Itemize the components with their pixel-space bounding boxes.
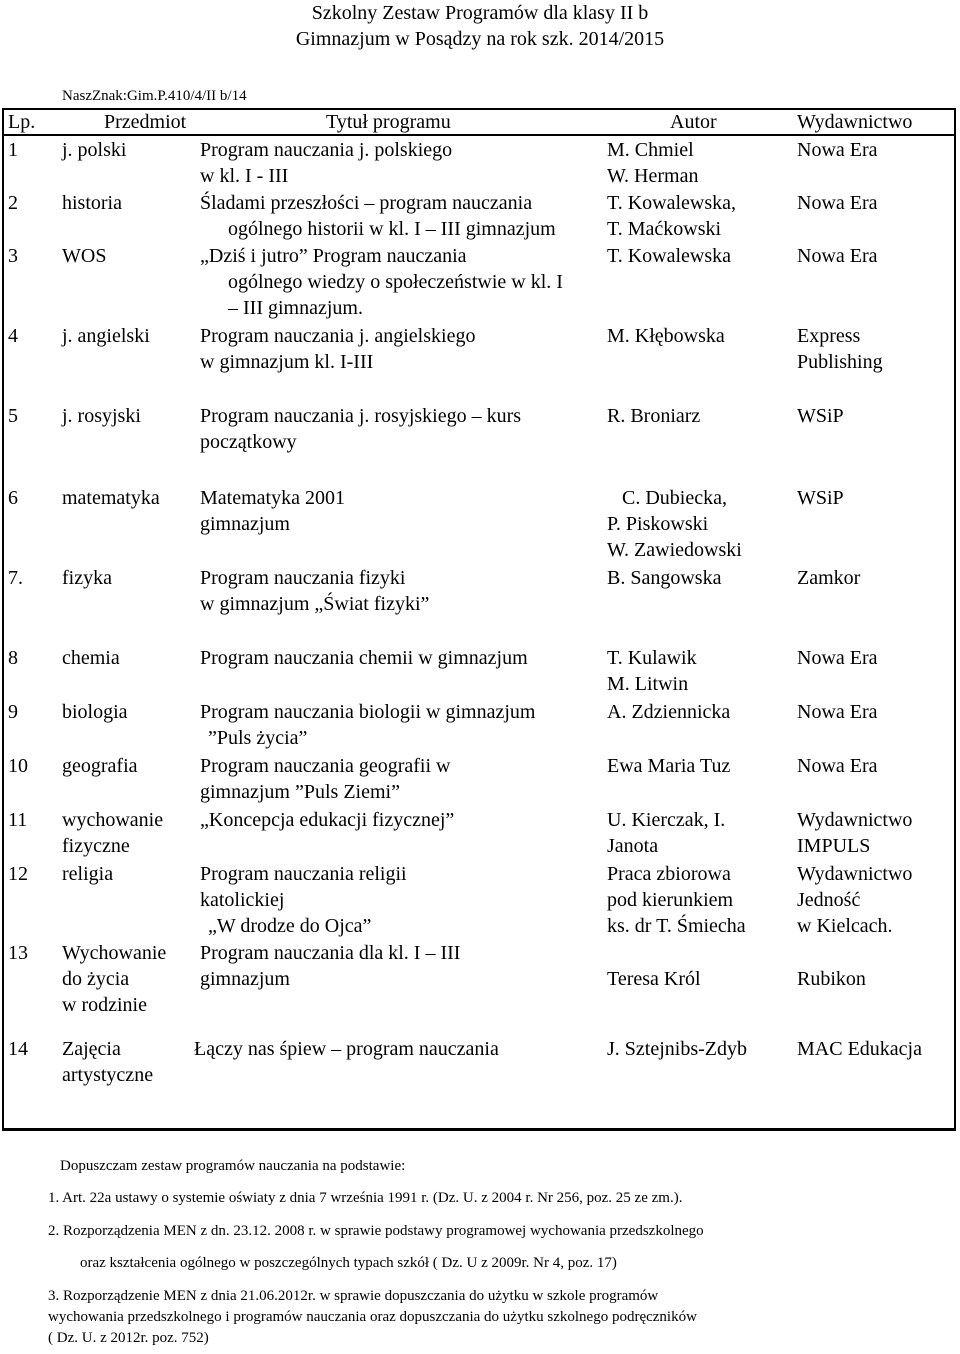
row-14-title-line-1: Łączy nas śpiew – program nauczania	[194, 1038, 499, 1060]
row-6-title-line-2: gimnazjum	[200, 513, 290, 535]
row-4-lp: 4	[8, 325, 18, 347]
row-6-subject-line-1: matematyka	[62, 487, 160, 509]
row-11-publisher-line-2: IMPULS	[797, 835, 871, 857]
row-1-author-line-2: W. Herman	[607, 165, 699, 187]
row-4-publisher-line-1: Express	[797, 325, 861, 347]
row-1-author-line-1: M. Chmiel	[607, 139, 694, 161]
row-12-title-line-2: katolickiej	[200, 889, 285, 911]
legal-basis-item-3-line-2: wychowania przedszkolnego i programów nauczania oraz dopuszczania do użytku szkolnego podręczników	[48, 1309, 697, 1325]
row-12-publisher-line-1: Wydawnictwo	[797, 863, 913, 885]
row-10-publisher-line-1: Nowa Era	[797, 755, 878, 777]
row-13-title-line-1: Program nauczania dla kl. I – III	[200, 942, 461, 964]
row-12-title-line-1: Program nauczania religii	[200, 863, 407, 885]
legal-basis-intro: Dopuszczam zestaw programów nauczania na podstawie:	[60, 1158, 406, 1174]
row-2-publisher-line-1: Nowa Era	[797, 192, 878, 214]
row-6-author-line-2: P. Piskowski	[607, 513, 709, 535]
row-13-author-line-1: Teresa Król	[607, 968, 701, 990]
row-6-title-line-1: Matematyka 2001	[200, 487, 345, 509]
legal-basis-item-3-line-1: 3. Rozporządzenie MEN z dnia 21.06.2012r. w sprawie dopuszczania do użytku w szkole programów	[48, 1288, 659, 1304]
row-3-title-line-3: – III gimnazjum.	[228, 297, 363, 319]
legal-basis-item-2-line-1: 2. Rozporządzenia MEN z dn. 23.12. 2008 r. w sprawie podstawy programowej wychowania przedszkolnego	[48, 1223, 704, 1239]
reference-number: NaszZnak:Gim.P.410/4/II b/14	[62, 88, 247, 104]
row-10-title-line-1: Program nauczania geografii w	[200, 755, 451, 777]
row-4-subject-line-1: j. angielski	[62, 325, 150, 347]
row-12-author-line-3: ks. dr T. Śmiecha	[607, 915, 746, 937]
row-1-publisher-line-1: Nowa Era	[797, 139, 878, 161]
row-7-author-line-1: B. Sangowska	[607, 567, 722, 589]
row-6-lp: 6	[8, 487, 18, 509]
row-7-subject-line-1: fizyka	[62, 567, 112, 589]
row-14-lp: 14	[8, 1038, 28, 1060]
row-7-title-line-1: Program nauczania fizyki	[200, 567, 406, 589]
row-1-title-line-2: w kl. I - III	[200, 165, 289, 187]
row-11-author-line-1: U. Kierczak, I.	[607, 809, 726, 831]
row-8-publisher-line-1: Nowa Era	[797, 647, 878, 669]
row-12-author-line-2: pod kierunkiem	[607, 889, 734, 911]
row-7-lp: 7.	[8, 567, 23, 589]
row-9-title-line-2: ”Puls życia”	[208, 727, 308, 749]
row-12-lp: 12	[8, 863, 28, 885]
row-8-subject-line-1: chemia	[62, 647, 120, 669]
row-8-lp: 8	[8, 647, 18, 669]
row-4-title-line-1: Program nauczania j. angielskiego	[200, 325, 476, 347]
row-12-subject-line-1: religia	[62, 863, 114, 885]
row-2-title-line-1: Śladami przeszłości – program nauczania	[200, 192, 533, 214]
legal-basis-item-1: 1. Art. 22a ustawy o systemie oświaty z dnia 7 września 1991 r. (Dz. U. z 2004 r. Nr 256, poz. 25 ze zm.).	[48, 1190, 683, 1206]
column-header-author: Autor	[670, 111, 717, 133]
row-9-author-line-1: A. Zdziennicka	[607, 701, 731, 723]
row-8-author-line-1: T. Kulawik	[607, 647, 697, 669]
column-header-subject: Przedmiot	[104, 111, 187, 133]
row-11-publisher-line-1: Wydawnictwo	[797, 809, 913, 831]
row-12-title-line-3: „W drodze do Ojca”	[208, 915, 372, 937]
row-9-subject-line-1: biologia	[62, 701, 128, 723]
row-10-subject-line-1: geografia	[62, 755, 138, 777]
row-3-lp: 3	[8, 245, 18, 267]
row-5-subject-line-1: j. rosyjski	[62, 405, 141, 427]
row-13-subject-line-1: Wychowanie	[62, 942, 167, 964]
row-14-author-line-1: J. Sztejnibs-Zdyb	[607, 1038, 747, 1060]
row-5-lp: 5	[8, 405, 18, 427]
row-1-title-line-1: Program nauczania j. polskiego	[200, 139, 453, 161]
row-5-title-line-2: początkowy	[200, 431, 297, 453]
row-4-publisher-line-2: Publishing	[797, 351, 883, 373]
row-9-lp: 9	[8, 701, 18, 723]
row-11-author-line-2: Janota	[607, 835, 659, 857]
row-11-lp: 11	[8, 809, 28, 831]
row-13-subject-line-3: w rodzinie	[62, 994, 147, 1016]
row-4-author-line-1: M. Kłębowska	[607, 325, 725, 347]
row-10-author-line-1: Ewa Maria Tuz	[607, 755, 731, 777]
row-9-publisher-line-1: Nowa Era	[797, 701, 878, 723]
column-header-publisher: Wydawnictwo	[797, 111, 913, 133]
column-header-lp: Lp.	[8, 111, 36, 133]
legal-basis-item-3-line-3: ( Dz. U. z 2012r. poz. 752)	[48, 1330, 209, 1346]
row-11-subject-line-2: fizyczne	[62, 835, 130, 857]
row-12-publisher-line-3: w Kielcach.	[797, 915, 893, 937]
row-5-author-line-1: R. Broniarz	[607, 405, 701, 427]
row-14-subject-line-1: Zajęcia	[62, 1038, 121, 1060]
row-3-subject-line-1: WOS	[62, 245, 107, 267]
row-7-title-line-2: w gimnazjum „Świat fizyki”	[200, 593, 430, 615]
row-10-lp: 10	[8, 755, 28, 777]
row-3-title-line-1: „Dziś i jutro” Program nauczania	[200, 245, 467, 267]
row-2-author-line-1: T. Kowalewska,	[607, 192, 737, 214]
row-5-title-line-1: Program nauczania j. rosyjskiego – kurs	[200, 405, 522, 427]
row-8-title-line-1: Program nauczania chemii w gimnazjum	[200, 647, 528, 669]
row-3-title-line-2: ogólnego wiedzy o społeczeństwie w kl. I	[228, 271, 563, 293]
row-6-author-line-1: C. Dubiecka,	[622, 487, 727, 509]
row-13-publisher-line-1: Rubikon	[797, 968, 866, 990]
title-line-2: Gimnazjum w Posądzy na rok szk. 2014/2015	[295, 28, 665, 50]
row-5-publisher-line-1: WSiP	[797, 405, 844, 427]
row-2-lp: 2	[8, 192, 18, 214]
row-2-subject-line-1: historia	[62, 192, 122, 214]
column-header-title: Tytuł programu	[326, 111, 451, 133]
row-2-title-line-2: ogólnego historii w kl. I – III gimnazjum	[228, 218, 556, 240]
title-line-1: Szkolny Zestaw Programów dla klasy II b	[311, 2, 649, 24]
row-3-author-line-1: T. Kowalewska	[607, 245, 732, 267]
document-title	[0, 0, 960, 52]
row-11-subject-line-1: wychowanie	[62, 809, 164, 831]
row-12-publisher-line-2: Jedność	[797, 889, 861, 911]
row-10-title-line-2: gimnazjum ”Puls Ziemi”	[200, 781, 400, 803]
row-8-author-line-2: M. Litwin	[607, 673, 689, 695]
row-7-publisher-line-1: Zamkor	[797, 567, 861, 589]
row-6-author-line-3: W. Zawiedowski	[607, 539, 742, 561]
row-14-publisher-line-1: MAC Edukacja	[797, 1038, 922, 1060]
row-14-subject-line-2: artystyczne	[62, 1064, 154, 1086]
row-13-lp: 13	[8, 942, 28, 964]
row-12-author-line-1: Praca zbiorowa	[607, 863, 731, 885]
legal-basis-item-2-line-2: oraz kształcenia ogólnego w poszczególnych typach szkół ( Dz. U z 2009r. Nr 4, poz. 17)	[80, 1255, 617, 1271]
row-6-publisher-line-1: WSiP	[797, 487, 844, 509]
row-2-author-line-2: T. Maćkowski	[607, 218, 722, 240]
row-11-title-line-1: „Koncepcja edukacji fizycznej”	[200, 809, 455, 831]
row-13-subject-line-2: do życia	[62, 968, 130, 990]
row-9-title-line-1: Program nauczania biologii w gimnazjum	[200, 701, 536, 723]
row-13-title-line-2: gimnazjum	[200, 968, 290, 990]
row-1-lp: 1	[8, 139, 18, 161]
row-4-title-line-2: w gimnazjum kl. I-III	[200, 351, 374, 373]
row-1-subject-line-1: j. polski	[62, 139, 127, 161]
row-3-publisher-line-1: Nowa Era	[797, 245, 878, 267]
